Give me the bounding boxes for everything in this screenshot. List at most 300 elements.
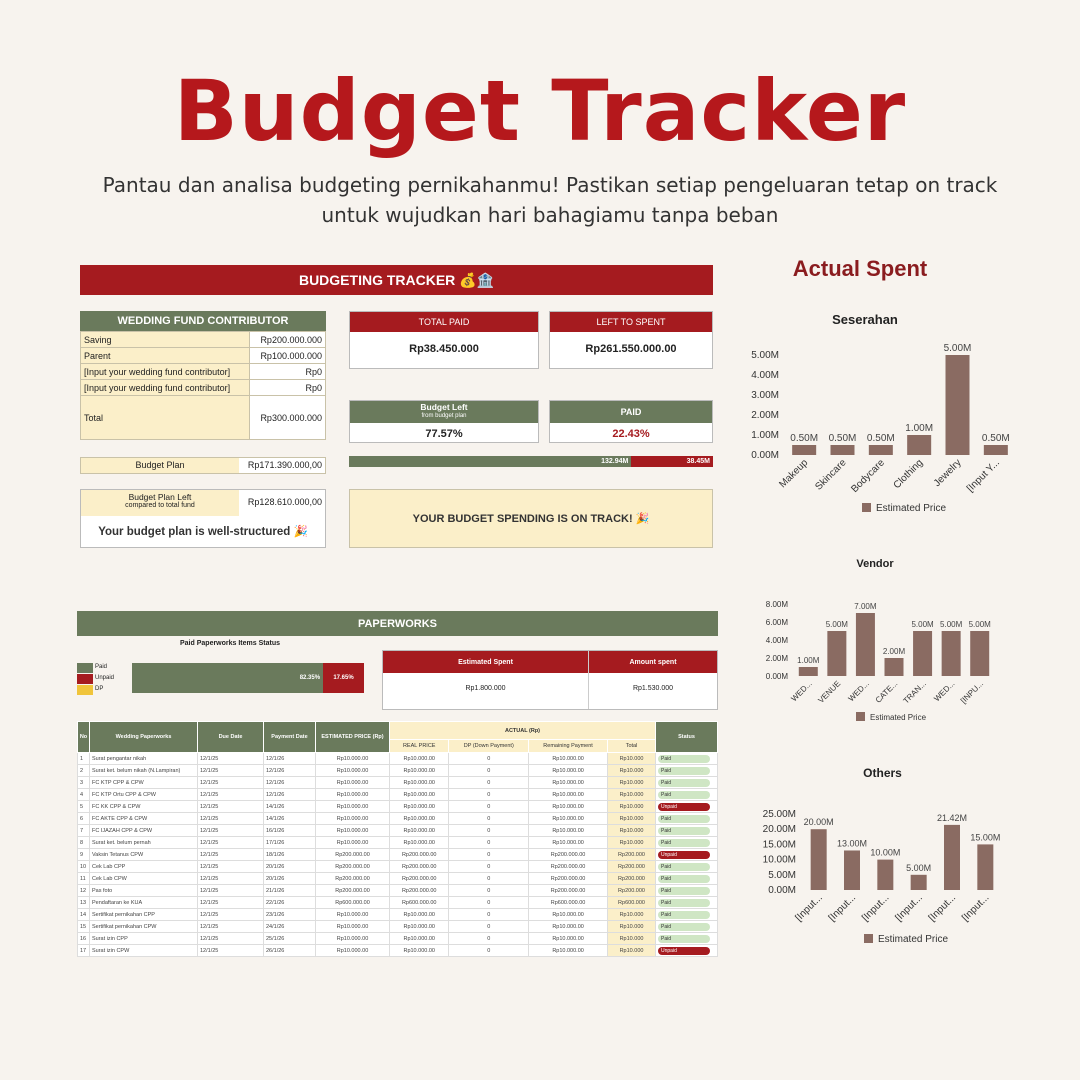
row-due[interactable]: 12/1/25 [198,885,264,897]
row-payment[interactable]: 20/1/26 [264,873,316,885]
x-tick-label: WED... [932,679,957,704]
row-item[interactable]: FC KK CPP & CPW [90,801,198,813]
row-dp[interactable]: 0 [449,837,529,849]
wedding-fund-header: WEDDING FUND CONTRIBUTOR [80,311,326,331]
row-total[interactable]: Rp10.000 [608,921,656,933]
y-tick-label: 5.00M [751,350,779,361]
row-real-price[interactable]: Rp200.000.00 [390,873,449,885]
legend-label-paid: Paid [95,664,108,670]
status-dropdown[interactable]: Unpaid [658,803,710,811]
row-no[interactable]: 15 [78,921,90,933]
row-real-price[interactable]: Rp10.000.00 [390,909,449,921]
row-item[interactable]: Pas foto [90,885,198,897]
row-estimated[interactable]: Rp10.000.00 [316,765,390,777]
row-estimated[interactable]: Rp10.000.00 [316,753,390,765]
paperworks-title-bar: PAPERWORKS [77,611,718,636]
status-dropdown[interactable]: Paid [658,791,710,799]
row-item[interactable]: FC AKTE CPP & CPW [90,813,198,825]
row-dp[interactable]: 0 [449,861,529,873]
paperworks-spent-panel [382,650,718,710]
fund-value[interactable]: Rp100.000.000 [250,348,326,364]
row-dp[interactable]: 0 [449,933,529,945]
row-total[interactable]: Rp200.000 [608,885,656,897]
bar [885,658,904,676]
fund-label[interactable]: Parent [81,348,250,364]
row-remaining[interactable]: Rp10.000.00 [529,789,608,801]
row-no[interactable]: 10 [78,861,90,873]
page-subtitle: Pantau dan analisa budgeting pernikahanmu! Pastikan setiap pengeluaran tetap on track untuk wujudkan hari bahagiamu tanpa beban [102,173,998,227]
status-dropdown[interactable]: Paid [658,755,710,763]
estimated-spent-value: Rp1.800.000 [465,685,506,692]
row-status[interactable] [656,801,718,813]
row-remaining[interactable]: Rp10.000.00 [529,933,608,945]
fund-value[interactable]: Rp0 [250,380,326,396]
row-estimated[interactable]: Rp10.000.00 [316,837,390,849]
table-row[interactable] [78,945,718,957]
row-payment[interactable]: 24/1/26 [264,921,316,933]
legend-swatch [856,712,865,721]
row-estimated[interactable]: Rp200.000.00 [316,861,390,873]
fund-label[interactable]: [Input your wedding fund contributor] [81,364,250,380]
row-remaining[interactable]: Rp10.000.00 [529,753,608,765]
x-tick-label: Skincare [813,457,849,493]
row-item[interactable]: Surat ket. belum nikah (N.Lampiran) [90,765,198,777]
row-due[interactable]: 12/1/25 [198,933,264,945]
row-no[interactable]: 7 [78,825,90,837]
row-real-price[interactable]: Rp600.000.00 [390,897,449,909]
left-to-spent-card [549,311,713,369]
row-due[interactable]: 12/1/25 [198,789,264,801]
row-remaining[interactable]: Rp600.000.00 [529,897,608,909]
row-status[interactable] [656,849,718,861]
row-real-price[interactable]: Rp10.000.00 [390,813,449,825]
y-tick-label: 20.00M [762,824,796,836]
table-row[interactable] [78,897,718,909]
bar [970,631,989,676]
status-dropdown[interactable]: Paid [658,827,710,835]
fund-row [81,332,326,348]
row-item[interactable]: Surat izin CPP [90,933,198,945]
row-real-price[interactable]: Rp10.000.00 [390,753,449,765]
paid-card [549,400,713,443]
x-tick-label: Jewelry [931,457,964,490]
y-tick-label: 0.00M [768,885,796,896]
row-total[interactable]: Rp10.000 [608,789,656,801]
status-dropdown[interactable]: Paid [658,767,710,775]
row-real-price[interactable]: Rp10.000.00 [390,945,449,957]
status-dropdown[interactable]: Paid [658,935,710,943]
status-dropdown[interactable]: Paid [658,839,710,847]
x-tick-label: [INPU... [958,679,986,706]
row-remaining[interactable]: Rp10.000.00 [529,921,608,933]
row-total[interactable]: Rp10.000 [608,825,656,837]
spending-status-box: YOUR BUDGET SPENDING IS ON TRACK! 🎉 [349,489,713,548]
legend-item-unpaid [77,673,114,684]
status-dropdown[interactable]: Paid [658,815,710,823]
row-estimated[interactable]: Rp600.000.00 [316,897,390,909]
row-estimated[interactable]: Rp10.000.00 [316,825,390,837]
row-payment[interactable]: 12/1/26 [264,789,316,801]
legend-swatch-paid [77,663,93,673]
row-no[interactable]: 9 [78,849,90,861]
y-tick-label: 1.00M [751,430,779,441]
fund-value[interactable]: Rp200.000.000 [250,332,326,348]
row-payment[interactable]: 23/1/26 [264,909,316,921]
budget-left-sublabel: from budget plan [421,413,467,419]
row-item[interactable]: Vaksin Tetanus CPW [90,849,198,861]
budget-plan-left-label: Budget Plan Left [128,492,192,502]
left-to-spent-label: LEFT TO SPENT [550,312,712,332]
row-estimated[interactable]: Rp10.000.00 [316,789,390,801]
row-status[interactable] [656,909,718,921]
col-dp: DP (Down Payment) [449,740,529,753]
row-dp[interactable]: 0 [449,825,529,837]
row-estimated[interactable]: Rp200.000.00 [316,885,390,897]
row-total[interactable]: Rp10.000 [608,753,656,765]
row-estimated[interactable]: Rp200.000.00 [316,849,390,861]
row-no[interactable]: 14 [78,909,90,921]
bar [792,445,816,455]
y-tick-label: 2.00M [751,410,779,421]
data-label: 5.00M [968,620,991,629]
status-dropdown[interactable]: Unpaid [658,947,710,955]
row-status[interactable] [656,825,718,837]
row-due[interactable]: 12/1/25 [198,813,264,825]
row-remaining[interactable]: Rp200.000.00 [529,861,608,873]
row-dp[interactable]: 0 [449,885,529,897]
row-payment[interactable]: 12/1/26 [264,753,316,765]
row-status[interactable] [656,789,718,801]
data-label: 5.00M [940,620,963,629]
row-due[interactable]: 12/1/25 [198,765,264,777]
row-real-price[interactable]: Rp200.000.00 [390,885,449,897]
row-due[interactable]: 12/1/25 [198,921,264,933]
row-status[interactable] [656,753,718,765]
row-item[interactable]: Sertifikat pernikahan CPW [90,921,198,933]
row-total[interactable]: Rp10.000 [608,765,656,777]
budget-plan-value[interactable]: Rp171.390.000,00 [239,458,325,473]
budget-plan-message: Your budget plan is well-structured 🎉 [98,526,308,538]
x-tick-label: Makeup [777,457,811,491]
row-due[interactable]: 12/1/25 [198,849,264,861]
chart-title-seserahan: Seserahan [832,312,898,327]
row-item[interactable]: Surat pengantar nikah [90,753,198,765]
table-row[interactable] [78,837,718,849]
row-payment[interactable]: 17/1/26 [264,837,316,849]
row-due[interactable]: 12/1/25 [198,861,264,873]
row-item[interactable]: Pendaftaran ke KUA [90,897,198,909]
status-dropdown[interactable]: Paid [658,875,710,883]
row-dp[interactable]: 0 [449,873,529,885]
row-status[interactable] [656,837,718,849]
amount-spent-value: Rp1.530.000 [632,685,674,692]
others-chart [742,796,1012,946]
row-due[interactable]: 12/1/25 [198,945,264,957]
data-label: 20.00M [803,817,834,828]
budget-left-value: 77.57% [425,428,463,440]
row-status[interactable] [656,861,718,873]
row-no[interactable]: 3 [78,777,90,789]
row-remaining[interactable]: Rp10.000.00 [529,945,608,957]
data-label: 7.00M [854,602,877,611]
col-total: Total [608,740,656,753]
row-status[interactable] [656,921,718,933]
row-dp[interactable]: 0 [449,897,529,909]
row-estimated[interactable]: Rp10.000.00 [316,909,390,921]
budget-plan-label: Budget Plan [81,458,239,473]
row-payment[interactable]: 16/1/26 [264,825,316,837]
y-tick-label: 3.00M [751,390,779,401]
x-tick-label: [Input... [793,892,825,924]
row-item[interactable]: FC IJAZAH CPP & CPW [90,825,198,837]
table-row[interactable] [78,813,718,825]
table-row[interactable] [78,909,718,921]
row-estimated[interactable]: Rp10.000.00 [316,801,390,813]
row-dp[interactable]: 0 [449,765,529,777]
x-tick-label: CATE... [873,679,900,705]
x-tick-label: TRAN... [901,679,928,706]
row-total[interactable]: Rp10.000 [608,837,656,849]
bar [911,875,927,890]
row-dp[interactable]: 0 [449,801,529,813]
row-item[interactable]: FC KTP CPP & CPW [90,777,198,789]
legend-swatch-dp [77,685,93,695]
row-total[interactable]: Rp10.000 [608,933,656,945]
row-total[interactable]: Rp10.000 [608,813,656,825]
table-row[interactable] [78,777,718,789]
fund-label[interactable]: Saving [81,332,250,348]
data-label: 5.00M [825,620,848,629]
row-due[interactable]: 12/1/25 [198,909,264,921]
row-due[interactable]: 12/1/25 [198,753,264,765]
row-item[interactable]: Cek Lab CPW [90,873,198,885]
row-payment[interactable]: 12/1/26 [264,777,316,789]
status-dropdown[interactable]: Paid [658,887,710,895]
status-dropdown[interactable]: Unpaid [658,851,710,859]
fund-row [81,380,326,396]
row-remaining[interactable]: Rp10.000.00 [529,825,608,837]
row-total[interactable]: Rp600.000 [608,897,656,909]
table-row[interactable] [78,861,718,873]
row-estimated[interactable]: Rp10.000.00 [316,813,390,825]
row-total[interactable]: Rp200.000 [608,861,656,873]
row-remaining[interactable]: Rp10.000.00 [529,777,608,789]
row-estimated[interactable]: Rp10.000.00 [316,921,390,933]
col-estimated: ESTIMATED PRICE (Rp) [316,722,390,753]
row-item[interactable]: FC KTP Ortu CPP & CPW [90,789,198,801]
row-remaining[interactable]: Rp200.000.00 [529,849,608,861]
row-real-price[interactable]: Rp10.000.00 [390,837,449,849]
row-payment[interactable]: 25/1/26 [264,933,316,945]
row-remaining[interactable]: Rp10.000.00 [529,837,608,849]
row-estimated[interactable]: Rp10.000.00 [316,945,390,957]
row-estimated[interactable]: Rp200.000.00 [316,873,390,885]
paid-value: 22.43% [612,428,650,440]
row-status[interactable] [656,765,718,777]
row-no[interactable]: 16 [78,933,90,945]
row-no[interactable]: 6 [78,813,90,825]
page-title: Budget Tracker [173,62,907,160]
legend-label-dp: DP [95,686,104,692]
y-tick-label: 8.00M [765,600,788,609]
status-dropdown[interactable]: Paid [658,923,710,931]
row-due[interactable]: 12/1/25 [198,873,264,885]
fund-label[interactable]: [Input your wedding fund contributor] [81,380,250,396]
fund-value[interactable]: Rp0 [250,364,326,380]
row-dp[interactable]: 0 [449,945,529,957]
status-dropdown[interactable]: Paid [658,779,710,787]
legend-label-unpaid: Unpaid [95,675,115,681]
row-status[interactable] [656,813,718,825]
status-dropdown[interactable]: Paid [658,911,710,919]
row-real-price[interactable]: Rp200.000.00 [390,861,449,873]
legend-label: Estimated Price [876,503,947,514]
row-status[interactable] [656,933,718,945]
row-payment[interactable]: 26/1/26 [264,945,316,957]
row-no[interactable]: 13 [78,897,90,909]
row-payment[interactable]: 22/1/26 [264,897,316,909]
row-no[interactable]: 1 [78,753,90,765]
legend-swatch [862,503,871,512]
row-total[interactable]: Rp10.000 [608,945,656,957]
progress-paid-segment: 38.45M [631,456,713,467]
budget-plan-left-value: Rp128.610.000,00 [247,497,322,507]
row-payment[interactable]: 21/1/26 [264,885,316,897]
table-row[interactable] [78,801,718,813]
row-total[interactable]: Rp10.000 [608,777,656,789]
row-no[interactable]: 11 [78,873,90,885]
row-payment[interactable]: 14/1/26 [264,801,316,813]
row-estimated[interactable]: Rp10.000.00 [316,933,390,945]
row-item[interactable]: Sertifikat pernikahan CPP [90,909,198,921]
data-label: 10.00M [870,847,901,858]
row-real-price[interactable]: Rp10.000.00 [390,921,449,933]
row-total[interactable]: Rp10.000 [608,801,656,813]
progress-left-segment: 132.94M [349,456,631,467]
row-real-price[interactable]: Rp10.000.00 [390,825,449,837]
row-estimated[interactable]: Rp10.000.00 [316,777,390,789]
row-dp[interactable]: 0 [449,789,529,801]
tracker-title-bar: BUDGETING TRACKER 💰🏦 [80,265,713,295]
row-due[interactable]: 12/1/25 [198,777,264,789]
row-remaining[interactable]: Rp200.000.00 [529,885,608,897]
row-remaining[interactable]: Rp10.000.00 [529,801,608,813]
row-remaining[interactable]: Rp10.000.00 [529,909,608,921]
table-row[interactable] [78,873,718,885]
row-no[interactable]: 2 [78,765,90,777]
row-dp[interactable]: 0 [449,777,529,789]
paperworks-legend [77,662,114,695]
row-no[interactable]: 8 [78,837,90,849]
table-row[interactable] [78,765,718,777]
table-row[interactable] [78,789,718,801]
row-dp[interactable]: 0 [449,921,529,933]
row-due[interactable]: 12/1/25 [198,801,264,813]
budget-progress-bar [349,456,713,467]
table-row[interactable] [78,921,718,933]
row-due[interactable]: 12/1/25 [198,825,264,837]
data-label: 1.00M [905,423,934,434]
row-status[interactable] [656,885,718,897]
row-payment[interactable]: 14/1/26 [264,813,316,825]
row-real-price[interactable]: Rp10.000.00 [390,789,449,801]
paperworks-table-wrap [77,721,718,957]
budget-left-label: Budget Left [420,402,468,412]
y-tick-label: 5.00M [768,869,796,881]
row-dp[interactable]: 0 [449,849,529,861]
row-dp[interactable]: 0 [449,909,529,921]
table-row[interactable] [78,753,718,765]
table-row[interactable] [78,933,718,945]
legend-item-dp [77,684,114,695]
row-item[interactable]: Surat ket. belum pernah [90,837,198,849]
y-tick-label: 2.00M [765,654,788,663]
row-item[interactable]: Surat izin CPW [90,945,198,957]
bar [907,435,931,455]
row-real-price[interactable]: Rp10.000.00 [390,777,449,789]
row-status[interactable] [656,777,718,789]
row-real-price[interactable]: Rp10.000.00 [390,933,449,945]
row-total[interactable]: Rp10.000 [608,909,656,921]
row-remaining[interactable]: Rp200.000.00 [529,873,608,885]
row-dp[interactable]: 0 [449,753,529,765]
status-dropdown[interactable]: Paid [658,899,710,907]
row-real-price[interactable]: Rp10.000.00 [390,801,449,813]
row-real-price[interactable]: Rp200.000.00 [390,849,449,861]
bar [944,825,960,890]
row-payment[interactable]: 18/1/26 [264,849,316,861]
col-real-price: REAL PRICE [390,740,449,753]
bar [977,844,993,890]
row-due[interactable]: 12/1/25 [198,837,264,849]
table-row[interactable] [78,885,718,897]
status-dropdown[interactable]: Paid [658,863,710,871]
table-row[interactable] [78,849,718,861]
row-item[interactable]: Cek Lab CPP [90,861,198,873]
row-remaining[interactable]: Rp10.000.00 [529,813,608,825]
x-tick-label: [Input... [893,892,925,924]
row-status[interactable] [656,945,718,957]
data-label: 13.00M [836,838,868,849]
fund-row [81,348,326,364]
data-label: 0.50M [866,433,895,444]
row-status[interactable] [656,897,718,909]
row-due[interactable]: 12/1/25 [198,897,264,909]
data-label: 5.00M [943,343,972,354]
amount-spent-card [589,651,717,709]
budget-plan-left-panel [80,489,326,548]
row-total[interactable]: Rp200.000 [608,849,656,861]
row-payment[interactable]: 12/1/26 [264,765,316,777]
data-label: 2.00M [882,647,906,656]
table-row[interactable] [78,825,718,837]
row-no[interactable]: 5 [78,801,90,813]
bar [844,850,860,890]
x-tick-label: WED... [789,679,814,704]
row-total[interactable]: Rp200.000 [608,873,656,885]
row-status[interactable] [656,873,718,885]
row-payment[interactable]: 20/1/26 [264,861,316,873]
row-real-price[interactable]: Rp10.000.00 [390,765,449,777]
col-payment: Payment Date [264,722,316,753]
row-remaining[interactable]: Rp10.000.00 [529,765,608,777]
row-dp[interactable]: 0 [449,813,529,825]
row-no[interactable]: 12 [78,885,90,897]
amount-spent-label: Amount spent [589,651,717,673]
data-label: 1.00M [797,656,820,665]
row-no[interactable]: 17 [78,945,90,957]
row-no[interactable]: 4 [78,789,90,801]
